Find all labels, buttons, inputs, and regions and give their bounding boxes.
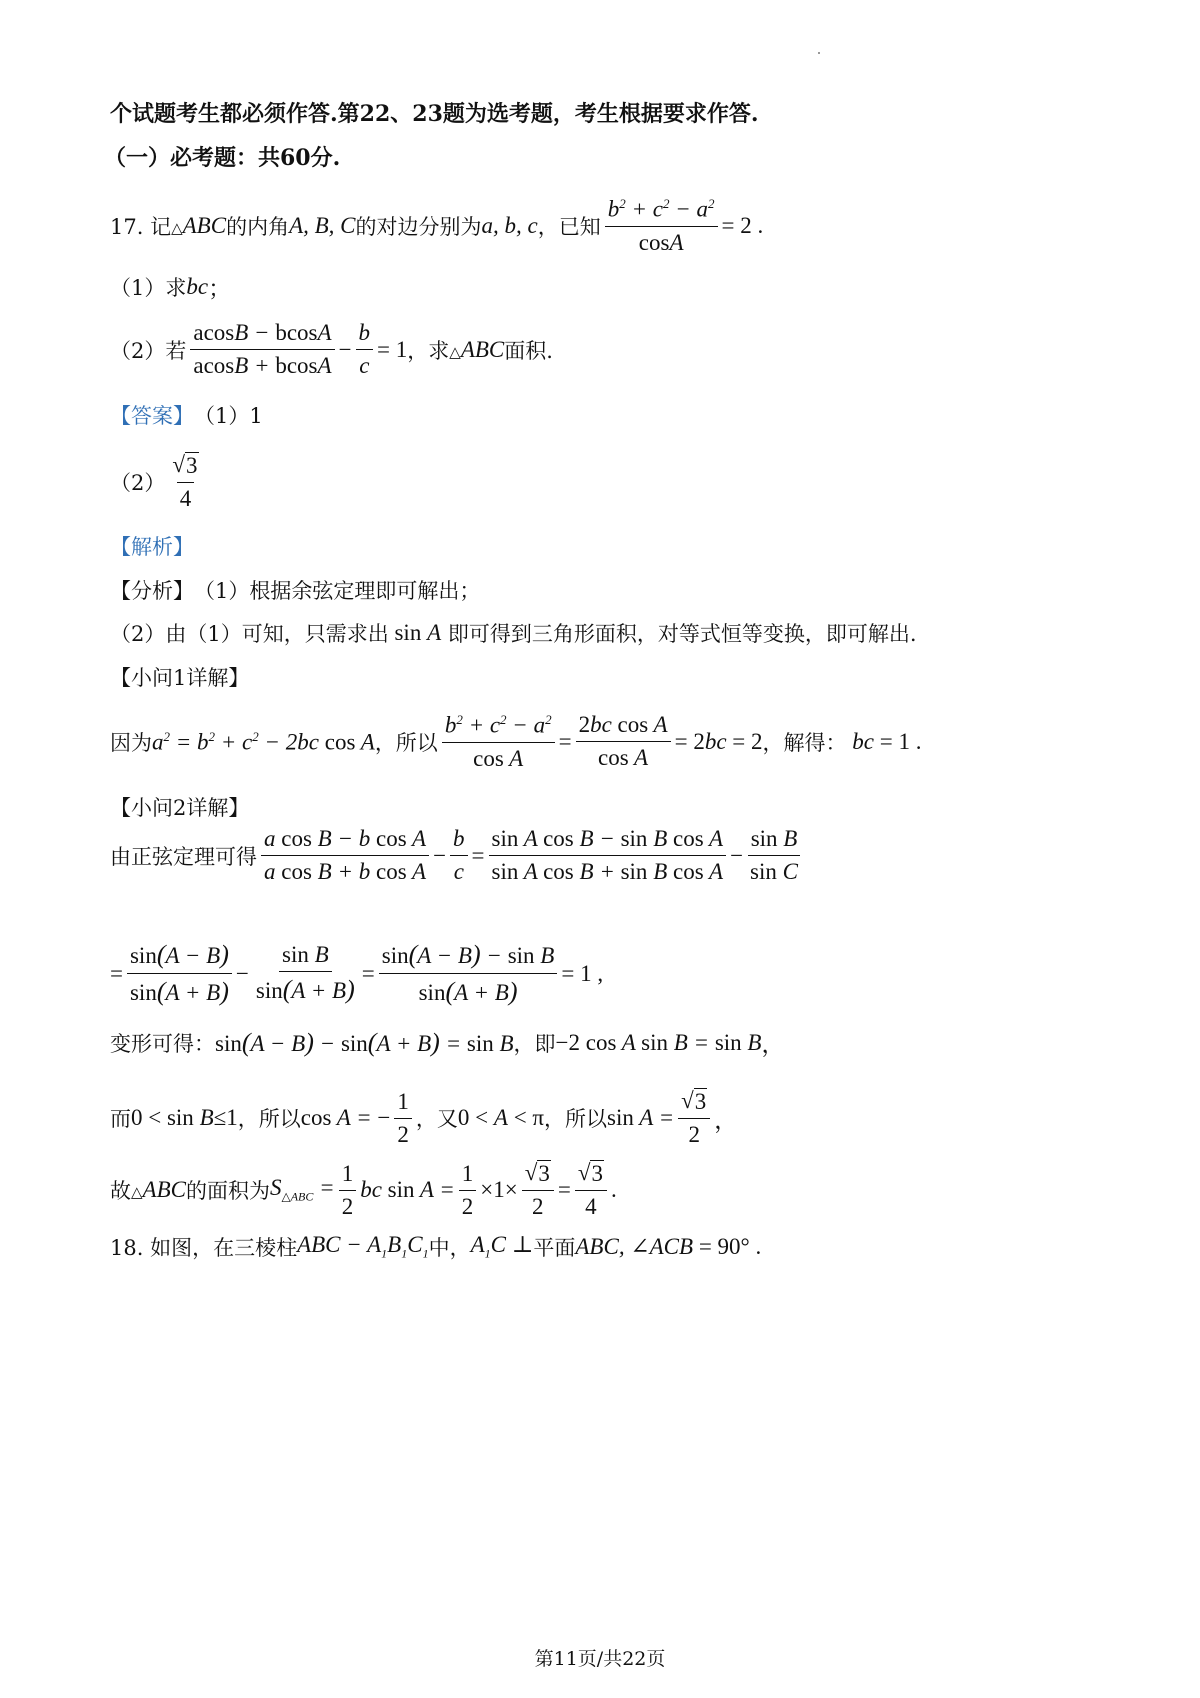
detail2-simplify: = $\frac{\sin(A - B)}{\sin(A + B)}$ − $\frac{\text{sin B}}{\sin(A + B)}$ = $\frac{\text{sin(A − B) − sin B}}{\sin(A + B)}$ = 1 , xyxy=(110,940,604,1006)
q18-stem: 18. 如图，在三棱柱 ABC − $A_1B_1C_1$ 中， $A_1C$ ⊥ 平面 ABC, ∠ACB = 90° . xyxy=(110,1232,762,1261)
detail2-since: 而 0 < sin B≤1 ，所以 cos A = − $\frac{1}{2}$ ，又 0 < A < π ，所以 sin A = √ 3 2 ， xyxy=(110,1088,738,1147)
sides: a, b, c xyxy=(481,212,538,238)
detail2-area: 故 △ABC 的面积为 $S_{\triangle ABC}$ = $\frac{1}{2}$ bc sin A = $\frac{1}{2}$ ×1× √ 3 2 = √ 3 4 . xyxy=(110,1160,617,1219)
detail2-transform: 变形可得： sin(A − B) − sin(A + B) = sin B ，即 −2 cos A sin B = sin B ， xyxy=(110,1027,785,1057)
condition-fraction: $\frac{acosB - bcosA}{acosB + bcosA}$ xyxy=(190,320,334,379)
detail1-body: 因为 $a^2 = b^2 + c^2 - 2bc$ cos A ，所以 $\frac{b^2 + c^2 - a^2}{\text{cos A}}$ = $\frac{\text{2bc cos A}}{\text{cos A}}$ = 2 bc = 2 ，解得： bc = 1 . xyxy=(110,712,922,771)
answer-line-2: （2） √ 3 4 xyxy=(110,452,206,512)
detail2-sine-law: 由正弦定理可得 $\frac{\text{a cos B − b cos A}}{\text{a cos B + b cos A}}$ − $\frac{b}{c}$ = $\frac{\text{sin A cos B − sin B cos A}}{\text{sin A cos B + sin B cos A}}$ − $\frac{\text{sin B}}{\text{sin C}}$ xyxy=(110,826,805,885)
q17-part1: （1）求 bc ； xyxy=(110,273,232,301)
analysis-tag: 【解析】 xyxy=(110,535,194,559)
header-intro: 个试题考生都必须作答.第22、23题为选考题，考生根据要求作答. xyxy=(110,101,759,127)
section-title: （一）必考题：共60分. xyxy=(104,145,341,171)
page-footer: 第11页/共22页 xyxy=(534,1648,666,1670)
triangle-abc: △ABC xyxy=(171,212,227,238)
angles: A, B, C xyxy=(289,212,356,238)
q17-part2: （2）若 $\frac{acosB - bcosA}{acosB + bcosA}$ − $\frac{b}{c}$ = 1 ，求 △ABC 面积. xyxy=(110,320,553,378)
speck xyxy=(818,52,820,54)
q17-stem: 17. 记 △ABC 的内角 A, B, C 的对边分别为 a, b, c ，已知 $\frac{b^2 + c^2 - a^2}{\cos A}$ = 2 . xyxy=(110,196,764,255)
detail2-tag: 【小问2详解】 xyxy=(110,796,250,820)
analysis-2: （2）由（1）可知，只需求出 sin A 即可得到三角形面积，对等式恒等变换，即可解出. xyxy=(110,620,917,646)
given-fraction: $\frac{b^2 + c^2 - a^2}{\cos A}$ xyxy=(605,196,718,256)
answer-fraction: √ 3 4 xyxy=(172,452,198,511)
answer-line-1: 【答案】 （1）1 xyxy=(110,404,263,428)
analysis-1: 【分析】 （1）根据余弦定理即可解出； xyxy=(110,579,481,603)
detail1-tag: 【小问1详解】 xyxy=(110,666,250,690)
